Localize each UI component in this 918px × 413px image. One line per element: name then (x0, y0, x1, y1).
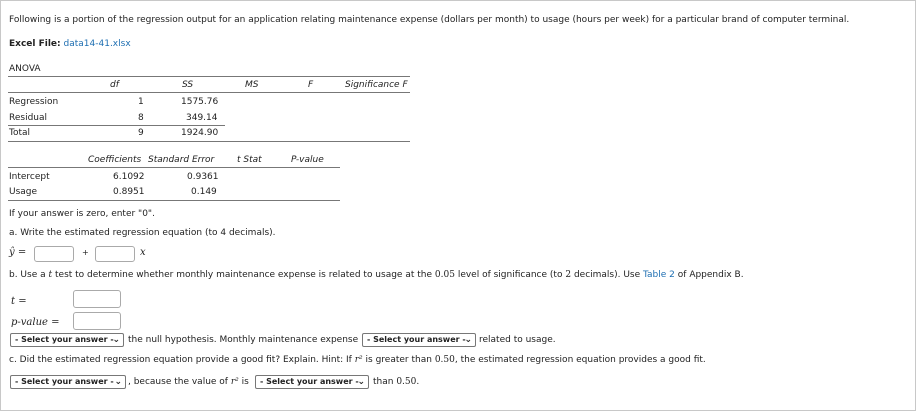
anova-total-rule (8, 125, 225, 126)
anova-row-df: 9 (138, 128, 144, 138)
part-b-text: of Appendix B. (677, 270, 744, 280)
relation-select[interactable] (362, 333, 476, 347)
p-value-label: p-value = (11, 317, 60, 328)
part-c-text: c. Did the estimated regression equation provide a good fit? Explain. Hint: If (9, 355, 352, 365)
r-squared-symbol: r² (230, 377, 239, 387)
good-fit-select-value: - Select your answer - (15, 377, 114, 386)
anova-row-ss: 1575.76 (181, 97, 219, 107)
t-symbol: t (48, 270, 53, 280)
coef-row-label: Usage (9, 187, 38, 197)
part-c-prompt (9, 355, 706, 365)
slope-input[interactable] (95, 246, 135, 262)
part-b-prompt (9, 270, 744, 280)
coef-row-label: Intercept (9, 172, 50, 182)
part-c-text: , the estimated regression equation provides a good fit. (454, 355, 706, 365)
anova-header-ms: MS (245, 80, 259, 90)
coef-header-coefficients: Coefficients (88, 155, 142, 165)
anova-title: ANOVA (9, 64, 41, 74)
coef-row-coef: 6.1092 (113, 172, 145, 182)
decimals-count: 2 (565, 270, 572, 280)
part-b-text: test to determine whether monthly maintenance expense is related to usage at the (55, 270, 433, 280)
threshold-value: 0.50 (434, 355, 455, 365)
relation-sentence: related to usage. (479, 335, 556, 345)
coef-row-coef: 0.8951 (113, 187, 145, 197)
excel-file-link[interactable]: data14-41.xlsx (63, 39, 131, 49)
anova-header-df: df (110, 80, 119, 90)
anova-row-label: Regression (9, 97, 59, 107)
t-stat-label: t = (11, 296, 27, 307)
zero-note: If your answer is zero, enter "0". (9, 209, 155, 219)
coef-header-se: Standard Error (148, 155, 215, 165)
because-text (128, 377, 249, 387)
coef-header-rule (8, 167, 340, 168)
part-a-prompt: a. Write the estimated regression equation (to 4 decimals). (9, 228, 276, 238)
than-word: than (373, 377, 394, 387)
anova-row-ss: 1924.90 (181, 128, 219, 138)
significance-level: 0.05 (434, 270, 455, 280)
anova-bottom-rule (8, 141, 410, 142)
t-stat-input[interactable] (73, 290, 121, 308)
coef-bottom-rule (8, 200, 340, 201)
than-text (373, 377, 419, 387)
chevron-down-icon: ⌄ (357, 377, 365, 387)
anova-row-label: Residual (9, 113, 48, 123)
hypothesis-select-value: - Select your answer - (15, 335, 114, 344)
chevron-down-icon: ⌄ (112, 335, 120, 345)
chevron-down-icon: ⌄ (114, 377, 122, 387)
threshold-value: 0.50. (396, 377, 420, 387)
coef-row-se: 0.9361 (187, 172, 219, 182)
plus-sign: + (82, 248, 89, 257)
hypothesis-select[interactable] (10, 333, 124, 347)
table-2-link[interactable]: Table 2 (643, 270, 675, 280)
r-squared-symbol: r² (354, 355, 363, 365)
anova-row-df: 1 (138, 97, 144, 107)
anova-header-rule (8, 92, 410, 93)
is-word: is (241, 377, 249, 387)
intercept-input[interactable] (34, 246, 74, 262)
intro-text: Following is a portion of the regression output for an application relating maintenance expense (dollars per month) to usage (hours per week) for a particular brand of computer terminal. (9, 15, 850, 25)
x-variable: x (140, 247, 146, 258)
coef-header-tstat: t Stat (237, 155, 262, 165)
excel-file-line (9, 39, 131, 49)
excel-file-label: Excel File: (9, 39, 61, 49)
anova-top-rule (8, 76, 410, 77)
good-fit-select[interactable] (10, 375, 126, 389)
yhat-label: ŷ = (9, 247, 27, 258)
anova-row-label: Total (9, 128, 31, 138)
part-b-text: b. Use a (9, 270, 46, 280)
chevron-down-icon: ⌄ (464, 335, 472, 345)
anova-header-sigf: Significance F (345, 80, 408, 90)
hypothesis-sentence: the null hypothesis. Monthly maintenance expense (128, 335, 359, 345)
relation-select-value: - Select your answer - (367, 335, 466, 344)
part-b-text: decimals). Use (573, 270, 641, 280)
p-value-input[interactable] (73, 312, 121, 330)
anova-header-f: F (308, 80, 314, 90)
comparison-select-value: - Select your answer - (260, 377, 359, 386)
anova-header-ss: SS (182, 80, 194, 90)
anova-row-ss: 349.14 (186, 113, 218, 123)
part-b-text: level of significance (to (457, 270, 563, 280)
anova-row-df: 8 (138, 113, 144, 123)
coef-header-pvalue: P-value (291, 155, 324, 165)
because-phrase: , because the value of (128, 377, 228, 387)
part-c-text: is greater than (365, 355, 432, 365)
comparison-select[interactable] (255, 375, 369, 389)
coef-row-se: 0.149 (191, 187, 217, 197)
